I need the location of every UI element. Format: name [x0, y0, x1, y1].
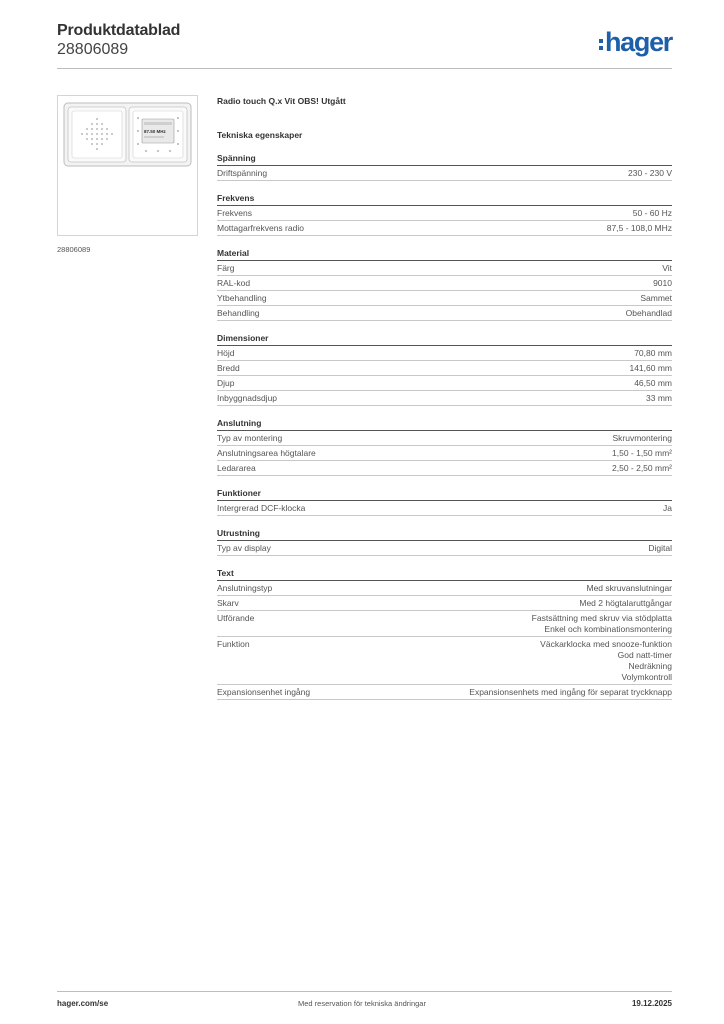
spec-label: Funktion	[217, 638, 250, 649]
spec-row	[217, 346, 672, 361]
spec-value	[579, 598, 672, 609]
spec-value	[626, 308, 672, 319]
spec-value-line: 33 mm	[646, 392, 672, 403]
spec-value-line: 1,50 - 1,50 mm²	[612, 447, 672, 458]
spec-section-title: Anslutning	[217, 417, 672, 431]
spec-value-line: Enkel och kombinationsmontering	[544, 623, 672, 634]
spec-row	[217, 306, 672, 321]
spec-section-title: Spänning	[217, 152, 672, 166]
spec-section	[217, 487, 672, 516]
spec-row	[217, 446, 672, 461]
spec-section-title: Funktioner	[217, 487, 672, 501]
spec-value-line: God natt-timer	[617, 649, 672, 660]
spec-row	[217, 361, 672, 376]
spec-value-line: Volymkontroll	[621, 671, 672, 682]
spec-row	[217, 611, 672, 637]
spec-value-line: 141,60 mm	[629, 362, 672, 373]
spec-value-line: 70,80 mm	[634, 347, 672, 358]
spec-label: Höjd	[217, 347, 235, 358]
spec-label: Frekvens	[217, 207, 252, 218]
spec-label: Anslutningsarea högtalare	[217, 447, 316, 458]
spec-value-line: Expansionsenhets med ingång för separat tryckknapp	[469, 686, 672, 697]
spec-value	[540, 639, 672, 683]
spec-value	[469, 687, 672, 698]
spec-value-line: 230 - 230 V	[628, 167, 672, 178]
footer-disclaimer: Med reservation för tekniska ändringar	[298, 999, 426, 1008]
spec-section	[217, 417, 672, 476]
product-image	[57, 95, 198, 236]
spec-value-line: Nedräkning	[628, 660, 672, 671]
product-name: Radio touch Q.x Vit OBS! Utgått	[217, 96, 346, 106]
footer-website: hager.com/se	[57, 999, 109, 1008]
spec-section	[217, 192, 672, 236]
spec-value-line: Vit	[662, 262, 672, 273]
spec-label: Intergrerad DCF-klocka	[217, 502, 306, 513]
spec-label: Mottagarfrekvens radio	[217, 222, 304, 233]
spec-label: RAL-kod	[217, 277, 251, 288]
spec-value	[607, 223, 672, 234]
spec-row	[217, 166, 672, 181]
spec-value	[612, 463, 672, 474]
spec-value	[640, 293, 672, 304]
spec-row	[217, 376, 672, 391]
document-title: Produktdatablad	[57, 22, 181, 39]
spec-value	[612, 433, 672, 444]
spec-value-line: 2,50 - 2,50 mm²	[612, 462, 672, 473]
spec-value	[629, 363, 672, 374]
spec-value-line: 46,50 mm	[634, 377, 672, 388]
spec-row	[217, 637, 672, 685]
tech-properties-title: Tekniska egenskaper	[217, 130, 303, 140]
spec-section-title: Utrustning	[217, 527, 672, 541]
spec-value-line: Obehandlad	[625, 307, 672, 318]
spec-value	[633, 208, 672, 219]
spec-label: Behandling	[217, 307, 260, 318]
spec-value-line: Skruvmontering	[612, 432, 672, 443]
spec-value-line: Med skruvanslutningar	[586, 582, 672, 593]
radio-display-frequency: 87.50 MHz	[144, 129, 166, 134]
spec-row	[217, 391, 672, 406]
spec-row	[217, 431, 672, 446]
spec-row	[217, 291, 672, 306]
spec-row	[217, 461, 672, 476]
product-illustration	[58, 96, 197, 235]
spec-row	[217, 685, 672, 700]
product-image-caption: 28806089	[57, 245, 91, 254]
spec-label: Ledararea	[217, 462, 256, 473]
spec-value-line: Väckarklocka med snooze-funktion	[540, 638, 672, 649]
logo-dots-icon	[599, 39, 603, 50]
spec-value-line: 87,5 - 108,0 MHz	[606, 222, 672, 233]
spec-value-line: Fastsättning med skruv via stödplatta	[531, 612, 672, 623]
spec-row	[217, 541, 672, 556]
spec-value	[648, 543, 672, 554]
document-header	[57, 22, 180, 59]
spec-row	[217, 276, 672, 291]
spec-value	[586, 583, 672, 594]
spec-row	[217, 206, 672, 221]
spec-section-title: Text	[217, 567, 672, 581]
spec-row	[217, 221, 672, 236]
spec-value	[634, 378, 672, 389]
spec-section-title: Dimensioner	[217, 332, 672, 346]
spec-row	[217, 581, 672, 596]
spec-value-line: Med 2 högtalaruttgångar	[579, 597, 672, 608]
spec-value	[663, 503, 672, 514]
spec-section	[217, 247, 672, 321]
spec-label: Ytbehandling	[217, 292, 267, 303]
spec-section	[217, 332, 672, 406]
spec-label: Expansionsenhet ingång	[217, 686, 311, 697]
spec-label: Typ av montering	[217, 432, 283, 443]
spec-value-line: Ja	[663, 502, 672, 513]
hager-logo	[599, 28, 672, 56]
spec-value-line: Sammet	[640, 292, 672, 303]
spec-value	[628, 168, 672, 179]
spec-label: Anslutningstyp	[217, 582, 273, 593]
spec-label: Utförande	[217, 612, 255, 623]
spec-value-line: Digital	[648, 542, 672, 553]
spec-section	[217, 527, 672, 556]
spec-sections	[217, 152, 672, 700]
spec-label: Färg	[217, 262, 235, 273]
spec-label: Driftspänning	[217, 167, 268, 178]
spec-value-line: 50 - 60 Hz	[632, 207, 672, 218]
spec-section-title: Frekvens	[217, 192, 672, 206]
spec-label: Typ av display	[217, 542, 271, 553]
spec-value	[612, 448, 672, 459]
spec-value	[646, 393, 672, 404]
spec-value	[634, 348, 672, 359]
spec-label: Djup	[217, 377, 235, 388]
spec-value	[662, 263, 672, 274]
spec-label: Bredd	[217, 362, 240, 373]
spec-value-line: 9010	[653, 277, 672, 288]
spec-section	[217, 152, 672, 181]
spec-row	[217, 501, 672, 516]
spec-value	[532, 613, 672, 635]
spec-row	[217, 261, 672, 276]
spec-row	[217, 596, 672, 611]
product-details	[217, 95, 672, 700]
document-number: 28806089	[57, 41, 129, 58]
spec-section	[217, 567, 672, 700]
footer-date: 19.12.2025	[631, 999, 672, 1008]
spec-label: Skarv	[217, 597, 239, 608]
footer-divider	[57, 991, 672, 992]
spec-value	[653, 278, 672, 289]
header-divider	[57, 68, 672, 69]
spec-label: Inbyggnadsdjup	[217, 392, 278, 403]
logo-text: hager	[604, 27, 672, 57]
spec-section-title: Material	[217, 247, 672, 261]
